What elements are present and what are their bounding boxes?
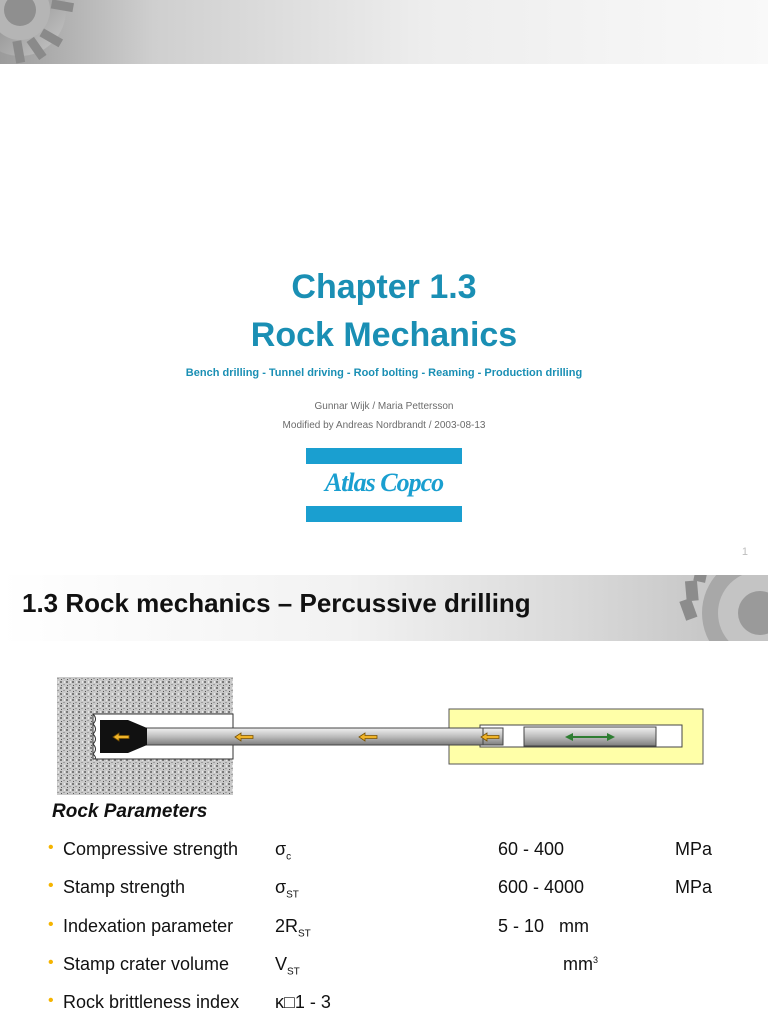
param-name: Stamp crater volume [63,954,230,974]
logo-text: Atlas Copco [324,468,444,497]
slide-header [0,575,768,641]
param-symbol: κ□1 - 3 [275,992,331,1012]
applications-subtitle: Bench drilling - Tunnel driving - Roof bolting - Reaming - Production drilling [185,367,583,379]
param-row [48,839,748,865]
bullet-icon: • [48,992,54,1009]
param-symbol: $2R_{ST}$ [275,916,311,940]
percussive-drilling-diagram [0,675,768,800]
param-range: 60 - 400 [498,839,565,859]
rock-parameters-heading: Rock Parameters [52,801,208,822]
drill-rod [144,728,502,745]
param-name: Rock brittleness index [63,992,240,1012]
param-row [48,916,748,942]
param-row [48,877,748,903]
param-symbol: $\sigma_c$ [275,839,292,863]
param-row [48,992,748,1018]
bullet-icon: • [48,839,54,856]
param-symbol: $V_{ST}$ [275,954,300,978]
param-range: 5 - 10 mm [498,916,590,936]
param-name: Stamp strength [63,877,186,897]
param-unit: MPa [675,877,713,897]
logo-bar-top [306,448,462,464]
atlas-copco-logo [306,448,462,522]
param-unit: $mm^3$ [563,954,599,974]
modified-line: Modified by Andreas Nordbrandt / 2003-08-13 [282,420,486,431]
top-banner [0,0,768,64]
drill-system-graphic [0,675,768,800]
param-unit: MPa [675,839,713,859]
param-name: Indexation parameter [63,916,234,936]
page-number: 1 [741,546,748,558]
authors-line: Gunnar Wijk / Maria Pettersson [314,401,454,412]
percussive-drilling-slide [0,575,768,1024]
param-row [48,954,748,980]
param-symbol: $\sigma_{ST}$ [275,877,299,901]
logo-bar-bottom [306,506,462,522]
bullet-icon: • [48,877,54,894]
param-range: 600 - 4000 [498,877,585,897]
bullet-icon: • [48,954,54,971]
slide-title: 1.3 Rock mechanics – Percussive drilling [22,588,531,618]
gear-icon [0,0,768,64]
bullet-icon: • [48,916,54,933]
chapter-title: Chapter 1.3 [291,268,477,306]
chapter-subject: Rock Mechanics [250,316,518,354]
param-name: Compressive strength [63,839,239,859]
